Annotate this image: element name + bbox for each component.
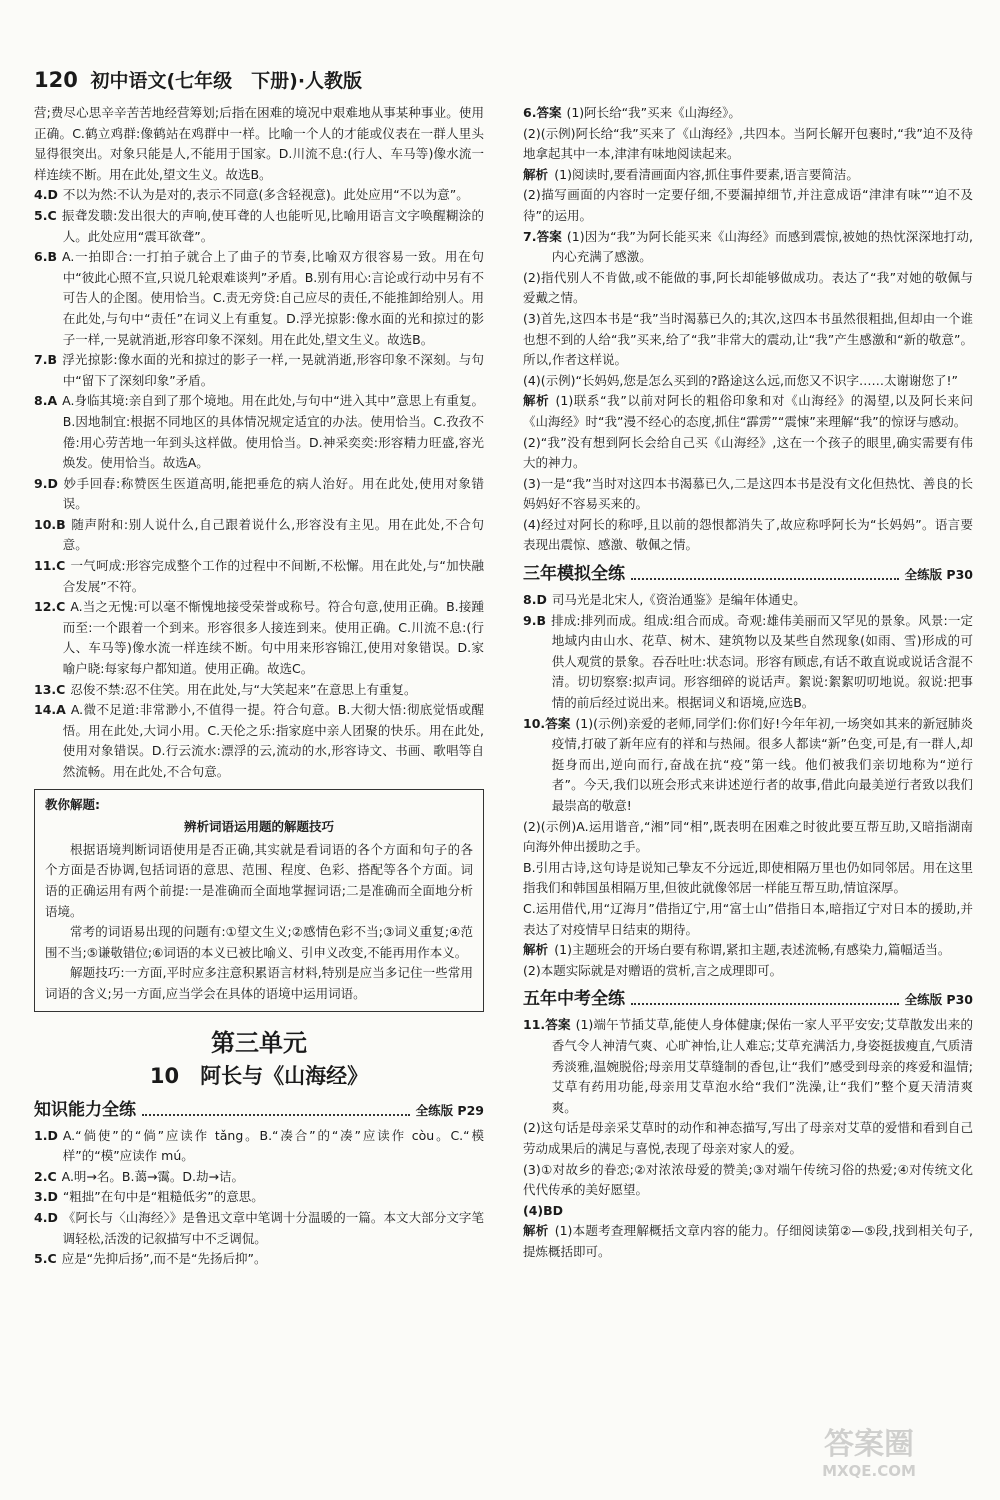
section-name: 知识能力全练 [34,1099,136,1120]
answer-5: 5.C 振聋发聩:发出很大的声响,使耳聋的人也能听见,比喻用语言文字唤醒糊涂的人。此处应用“震耳欲聋”。 [34,207,484,244]
answer-k2: 2.C A.明→名。B.蔼→霭。D.劫→诘。 [34,1168,244,1184]
answer-number: 8.D [523,592,547,608]
answer-text: (4)(示例)“长妈妈,您是怎么买到的?路途这么远,而您又不识字……太谢谢您了!” [523,372,959,388]
answer-6: 6.B A.一拍即合:一打拍子就合上了曲子的节奏,比喻双方很容易一致。用在句中“彼此心照不宣,只说几轮艰难谈判”矛盾。B.别有用心:言论或行动中另有不可告人的企图。使用恰当。C.责无旁贷:自己应尽的责任,不能推卸给别人。用在此处,与句中“责任”在词义上有重复。D.浮光掠影:像水面的光和掠过的影子一样,一晃就消逝,形容印象不深刻。用在此处,望文生义。故选B。 [34,249,484,347]
analysis-text: (2)描写画面的内容时一定要仔细,不要漏掉细节,并注意成语“津津有味”“迫不及待”的运用。 [523,187,973,223]
page-number: 120 [34,68,78,92]
answer-text: (4)BD [523,1202,564,1218]
tip-paragraph: 解题技巧:一方面,平时应多注意积累语言材料,特别是应当多记住一些常用词语的含义;另一方面,应当学会在具体的语境中运用词语。 [45,965,473,1001]
tip-paragraph: 根据语境判断词语使用是否正确,其实就是看词语的各个方面和句子的各个方面是否协调,包括词语的意思、范围、程度、色彩、搭配等各个方面。词语的正确运用有两个前提:一是准确而全面地掌握词语;二是准确而全面地分析语境。 [45,841,473,919]
answer-number: 4.D [34,1209,58,1225]
answer-k4: 4.D 《阿长与〈山海经〉》是鲁迅文章中笔调十分温暖的一篇。本文大部分文字笔调轻松,活泼的记叙描写中不乏调侃。 [34,1209,484,1246]
answer-7: 7.B 浮光掠影:像水面的光和掠过的影子一样,一晃就消逝,形容印象不深刻。与句中“留下了深刻印象”矛盾。 [34,352,484,388]
answer-14: 14.A A.微不足道:非常渺小,不值得一提。符合句意。B.大彻大悟:彻底觉悟或醒悟。用在此处,大词小用。C.天伦之乐:指家庭中亲人团聚的快乐。用在此处,使用对象错误。D.行云流水:漂浮的云,流动的水,形容诗文、书画、歌唱等自然流畅。用在此处,不合句意。 [34,702,484,779]
answer-number: 10.B [34,516,66,532]
analysis-text: (3)一是“我”当时对这四本书渴慕已久,二是这四本书是没有文化但热忱、善良的长妈妈好不容易买来的。 [523,475,973,512]
answer-number: 12.C [34,599,66,615]
answer-number: 6.答案 [523,105,562,120]
section-heading [34,1098,484,1122]
answer-text: (2)(示例)阿长给“我”买来了《山海经》,共四本。当阿长解开包裹时,“我”迫不及待地拿起其中一本,津津有味地阅读起来。 [523,125,973,162]
analysis: 解析 (1)阅读时,要看清画面内容,抓住事件要素,语言要简洁。 [523,166,859,182]
answer-9: 9.D 妙手回春:称赞医生医道高明,能把垂危的病人治好。用在此处,使用对象错误。 [34,475,484,512]
answer-number: 9.B [523,612,546,628]
analysis-text: (2)“我”没有想到阿长会给自己买《山海经》,这在一个孩子的眼里,确实需要有伟大的神力。 [523,434,973,471]
analysis-text: (4)经过对阿长的称呼,且以前的怨恨都消失了,故应称呼阿长为“长妈妈”。语言要表现出震惊、感激、敬佩之情。 [523,516,973,553]
tip-heading: 教你解题: [45,796,100,812]
answer-number: 11.C [34,558,66,574]
left-column [34,103,484,1270]
section-rule [631,1003,899,1005]
section-ref: 全练版 P30 [904,992,973,1008]
answer-4: 4.D 不以为然:不认为是对的,表示不同意(多含轻视意)。此处应用“不以为意”。 [34,187,469,203]
answer-8: 8.A A.身临其境:亲自到了那个境地。用在此处,与句中“进入其中”意思上有重复。B.因地制宜:根据不同地区的具体情况规定适宜的办法。使用恰当。C.孜孜不倦:用心劳苦地一年到头这样做。使用恰当。D.神采奕奕:形容精力旺盛,容光焕发。使用恰当。故选A。 [34,393,484,471]
answer-number: 9.D [34,475,58,491]
watermark-line2: MXQE.COM [822,1462,916,1480]
continued-answer: 营;费尽心思辛辛苦苦地经营筹划;后指在困难的境况中艰难地从事某种事业。使用正确。C.鹤立鸡群:像鹤站在鸡群中一样。比喻一个人的才能或仪表在一群人里头显得很突出。对象只能是人,不能用于国家。D.川流不息:(行人、车马等)像水流一样连续不断。用在此处,望文生义。故选B。 [34,105,484,182]
watermark-logo [774,1422,964,1482]
right-column [523,103,973,1262]
tip-box [34,789,484,1012]
analysis: 解析 (1)本题考查理解概括文章内容的能力。仔细阅读第②—⑤段,找到相关句子,提炼概括即可。 [523,1223,973,1259]
section-ref: 全练版 P29 [415,1102,484,1118]
answer-9: 9.B 排成:排列而成。组成:组合而成。奇观:雄伟美丽而又罕见的景象。风景:一定地域内由山水、花草、树木、建筑物以及某些自然现象(如雨、雪)形成的可供人观赏的景象。吞吞吐吐:状态词。形容有顾虑,有话不敢直说或说话含混不清。切切察察:拟声词。形容细碎的说话声。絮说:絮絮叨叨地说。叙说:把事情的前后经过说出来。根据词义和语境,应选B。 [523,612,973,711]
answer-number: 11.答案 [523,1017,571,1033]
analysis-label: 解析 [523,166,549,182]
answer-7: 7.答案 (1)因为“我”为阿长能买来《山海经》而感到震惊,被她的热忱深深地打动,内心充满了感激。 [523,228,973,265]
analysis: 解析 (1)主题班会的开场白要有称谓,紧扣主题,表述流畅,有感染力,篇幅适当。 [523,942,951,958]
watermark-line1: 答案圈 [824,1427,914,1462]
answer-text: B.引用古诗,这句诗是说知己挚友不分远近,即使相隔万里也仍如同邻居。用在这里指我们和韩国虽相隔万里,但彼此就像邻居一样能互帮互助,情谊深厚。 [523,859,973,896]
section-rule [142,1114,410,1116]
section-ref: 全练版 P30 [904,567,973,583]
answer-number: 5.C [34,207,57,223]
section-rule [631,578,899,580]
tip-paragraph: 常考的词语易出现的问题有:①望文生义;②感情色彩不当;③词义重复;④范围不当;⑤谦敬错位;⑥词语的本义已被比喻义、引申义改变,不能再用作本义。 [45,924,473,960]
answer-k3: 3.D “粗拙”在句中是“粗糙低劣”的意思。 [34,1189,264,1205]
analysis-label: 解析 [523,393,550,409]
answer-text: C.运用借代,用“辽海月”借指辽宁,用“富士山”借指日本,暗指辽宁对日本的援助,并表达了对疫情早日结束的期待。 [523,900,973,937]
answer-number: 10.答案 [523,715,571,731]
answer-text: (2)指代别人不肯做,或不能做的事,阿长却能够做成功。表达了“我”对她的敬佩与爱戴之情。 [523,269,973,306]
page-header [34,66,362,93]
answer-text: (3)①对故乡的眷恋;②对浓浓母爱的赞美;③对端午传统习俗的热爱;④对传统文化代代传承的美好愿望。 [523,1161,973,1198]
answer-number: 14.A [34,702,66,718]
book-title: 初中语文(七年级 下册)·人教版 [90,70,363,92]
answer-11: 11.C 一气呵成:形容完成整个工作的过程中不间断,不松懈。用在此处,与“加快融合发展”不符。 [34,558,484,594]
analysis-label: 解析 [523,1223,549,1239]
answer-13: 13.C 忍俊不禁:忍不住笑。用在此处,与“大笑起来”在意思上有重复。 [34,681,417,697]
answer-number: 1.D [34,1127,58,1143]
lesson-title: 10 阿长与《山海经》 [149,1063,369,1088]
section-heading [523,562,973,586]
answer-text: (2)(示例)A.运用谐音,“湘”同“相”,既表明在困难之时彼此要互帮互助,又暗指湖南向海外伸出援助之手。 [523,818,973,855]
answer-number: 4.D [34,187,58,203]
answer-text: (2)这句话是母亲采艾草时的动作和神态描写,写出了母亲对艾草的爱惜和看到自己劳动成果后的满足与喜悦,表现了母亲对家人的爱。 [523,1120,973,1156]
unit-title: 第三单元 [211,1028,307,1057]
answer-number: 6.B [34,249,57,265]
section-heading [523,987,973,1011]
answer-text: (3)首先,这四本书是“我”当时渴慕已久的;其次,这四本书虽然很粗拙,但却由一个谁也想不到的人给“我”买来,给了“我”非常大的震动,让“我”产生感激和“新的敬意”。所以,作者这样说。 [523,310,973,368]
answer-number: 3.D [34,1189,58,1205]
answer-number: 7.B [34,352,57,368]
tip-title: 辨析词语运用题的解题技巧 [183,819,334,835]
answer-8: 8.D 司马光是北宋人,《资治通鉴》是编年体通史。 [523,592,806,608]
answer-number: 13.C [34,681,66,697]
answer-number: 5.C [34,1251,57,1267]
section-name: 五年中考全练 [523,989,625,1010]
answer-10: 10.答案 (1)(示例)亲爱的老师,同学们:你们好!今年年初,一场突如其来的新冠肺炎疫情,打破了新年应有的祥和与热闹。很多人都读“新”色变,可是,有一群人,却挺身而出,逆向而行,奋战在抗“疫”第一线。他们被我们亲切地称为“逆行者”。今天,我们以班会形式来讲述逆行者的故事,借此向最美逆行者致以我们最崇高的敬意! [523,715,973,813]
answer-k5: 5.C 应是“先抑后扬”,而不是“先扬后抑”。 [34,1251,267,1267]
answer-k1: 1.D A.“倘使”的“倘”应读作 tǎng。B.“凑合”的“凑”应读作 còu。C.“模样”的“模”应读作 mú。 [34,1127,484,1164]
analysis-label: 解析 [523,942,549,958]
answer-10: 10.B 随声附和:别人说什么,自己跟着说什么,形容没有主见。用在此处,不合句意。 [34,516,484,553]
answer-11: 11.答案 (1)端午节插艾草,能使人身体健康;保佑一家人平平安安;艾草散发出来的香气令人神清气爽、心旷神怡,让人难忘;艾草充满活力,身姿挺拔瘦直,气质清秀淡雅,温婉脱俗;母亲用艾草缝制的香包,让“我们”感受到母亲的疼爱和温情;艾草有药用功能,母亲用艾草泡水给“我们”洗澡,让“我们”整个夏天清清爽爽。 [523,1017,973,1115]
answer-number: 7.答案 [523,228,562,244]
answer-number: 8.A [34,393,58,409]
analysis: 解析 (1)联系“我”以前对阿长的粗俗印象和对《山海经》的渴望,以及阿长来问《山海经》时“我”漫不经心的态度,抓住“霹雳”“震悚”来理解“我”的惊讶与感动。 [523,393,973,429]
answer-12: 12.C A.当之无愧:可以毫不惭愧地接受荣誉或称号。符合句意,使用正确。B.接踵而至:一个跟着一个到来。形容很多人接连到来。使用正确。C.川流不息:(行人、车马等)像水流一样连续不断。句中用来形容锦江,使用对象错误。D.家喻户晓:每家每户都知道。使用正确。故选C。 [34,599,484,677]
section-name: 三年模拟全练 [523,564,625,585]
analysis-text: (2)本题实际就是对赠语的赏析,言之成理即可。 [523,962,783,978]
answer-6: 6.答案 (1)阿长给“我”买来《山海经》。 [523,105,741,120]
answer-number: 2.C [34,1168,57,1184]
